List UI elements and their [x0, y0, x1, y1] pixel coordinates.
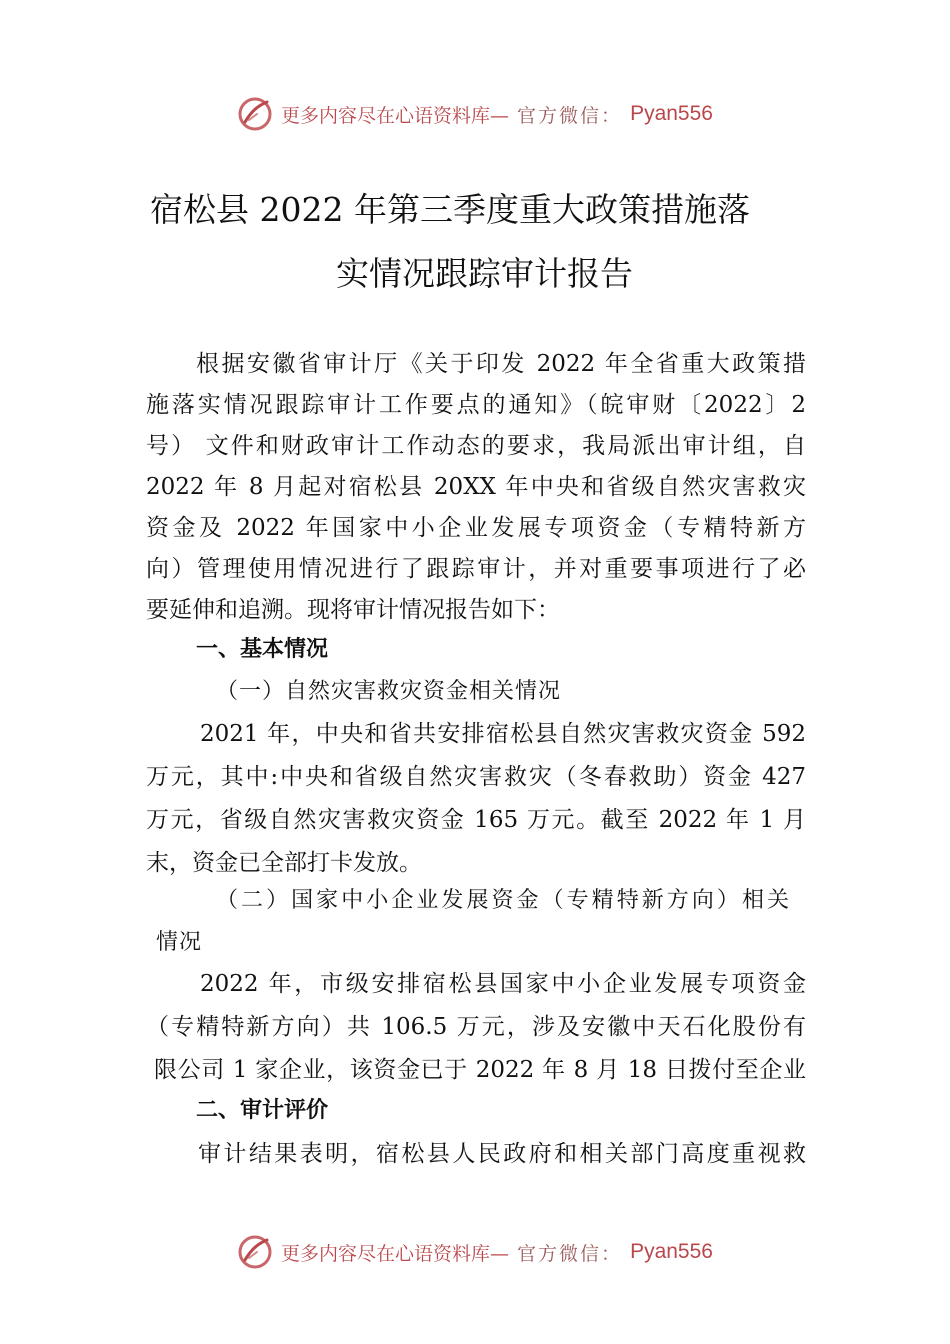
- banner-wechat-id: Pyan556: [630, 102, 713, 125]
- sub2-line-2: （专精特新方向）共 106.5 万元，涉及安徽中天石化股份有: [146, 1014, 806, 1040]
- section2-line-1: 审计结果表明，宿松县人民政府和相关部门高度重视救: [198, 1141, 806, 1167]
- sub1-line-2: 万元，其中:中央和省级自然灾害救灾（冬春救助）资金 427: [146, 764, 806, 790]
- banner-wechat-label: 官方微信：: [517, 1242, 623, 1265]
- intro-line-6: 向）管理使用情况进行了跟踪审计，并对重要事项进行了必: [146, 556, 806, 582]
- footer-banner: [0, 1230, 950, 1274]
- sub1-line-3: 万元，省级自然灾害救灾资金 165 万元。截至 2022 年 1 月: [146, 807, 806, 833]
- brush-logo-icon: [237, 1234, 273, 1270]
- banner-wechat-label: 官方微信：: [517, 104, 623, 127]
- sub1-line-1: 2021 年，中央和省共安排宿松县自然灾害救灾资金 592: [200, 721, 806, 747]
- brush-logo-icon: [237, 96, 273, 132]
- intro-line-5: 资金及 2022 年国家中小企业发展专项资金（专精特新方: [146, 515, 806, 541]
- sub2-line-1: 2022 年，市级安排宿松县国家中小企业发展专项资金: [200, 971, 806, 997]
- sub1-line-4: 末，资金已全部打卡发放。: [146, 850, 422, 876]
- section1-sub2-heading-line1: （二）国家中小企业发展资金（专精特新方向）相关: [216, 888, 790, 913]
- intro-line-1: 根据安徽省审计厅《关于印发 2022 年全省重大政策措: [196, 351, 806, 377]
- section1-sub2-heading-line2: 情况: [156, 930, 203, 955]
- sub2-line-3: 限公司 1 家企业，该资金已于 2022 年 8 月 18 日拨付至企业: [154, 1057, 806, 1083]
- section2-heading: 二、审计评价: [196, 1098, 329, 1123]
- intro-line-7: 要延伸和追溯。现将审计情况报告如下：: [146, 597, 560, 623]
- document-title-line2: 实情况跟踪审计报告: [336, 254, 633, 293]
- banner-text: 更多内容尽在心语资料库—: [281, 1242, 510, 1265]
- intro-line-2: 施落实情况跟踪审计工作要点的通知》（皖审财〔2022〕2: [146, 392, 806, 418]
- header-banner: [0, 92, 950, 136]
- document-title-line1: 宿松县 2022 年第三季度重大政策措施落: [150, 190, 750, 229]
- intro-line-3: 号） 文件和财政审计工作动态的要求，我局派出审计组，自: [146, 433, 806, 459]
- section1-sub1-heading: （一）自然灾害救灾资金相关情况: [216, 679, 562, 704]
- intro-line-4: 2022 年 8 月起对宿松县 20XX 年中央和省级自然灾害救灾: [146, 474, 806, 500]
- banner-wechat-id: Pyan556: [630, 1240, 713, 1263]
- banner-text: 更多内容尽在心语资料库—: [281, 104, 510, 127]
- section1-heading: 一、基本情况: [196, 637, 329, 662]
